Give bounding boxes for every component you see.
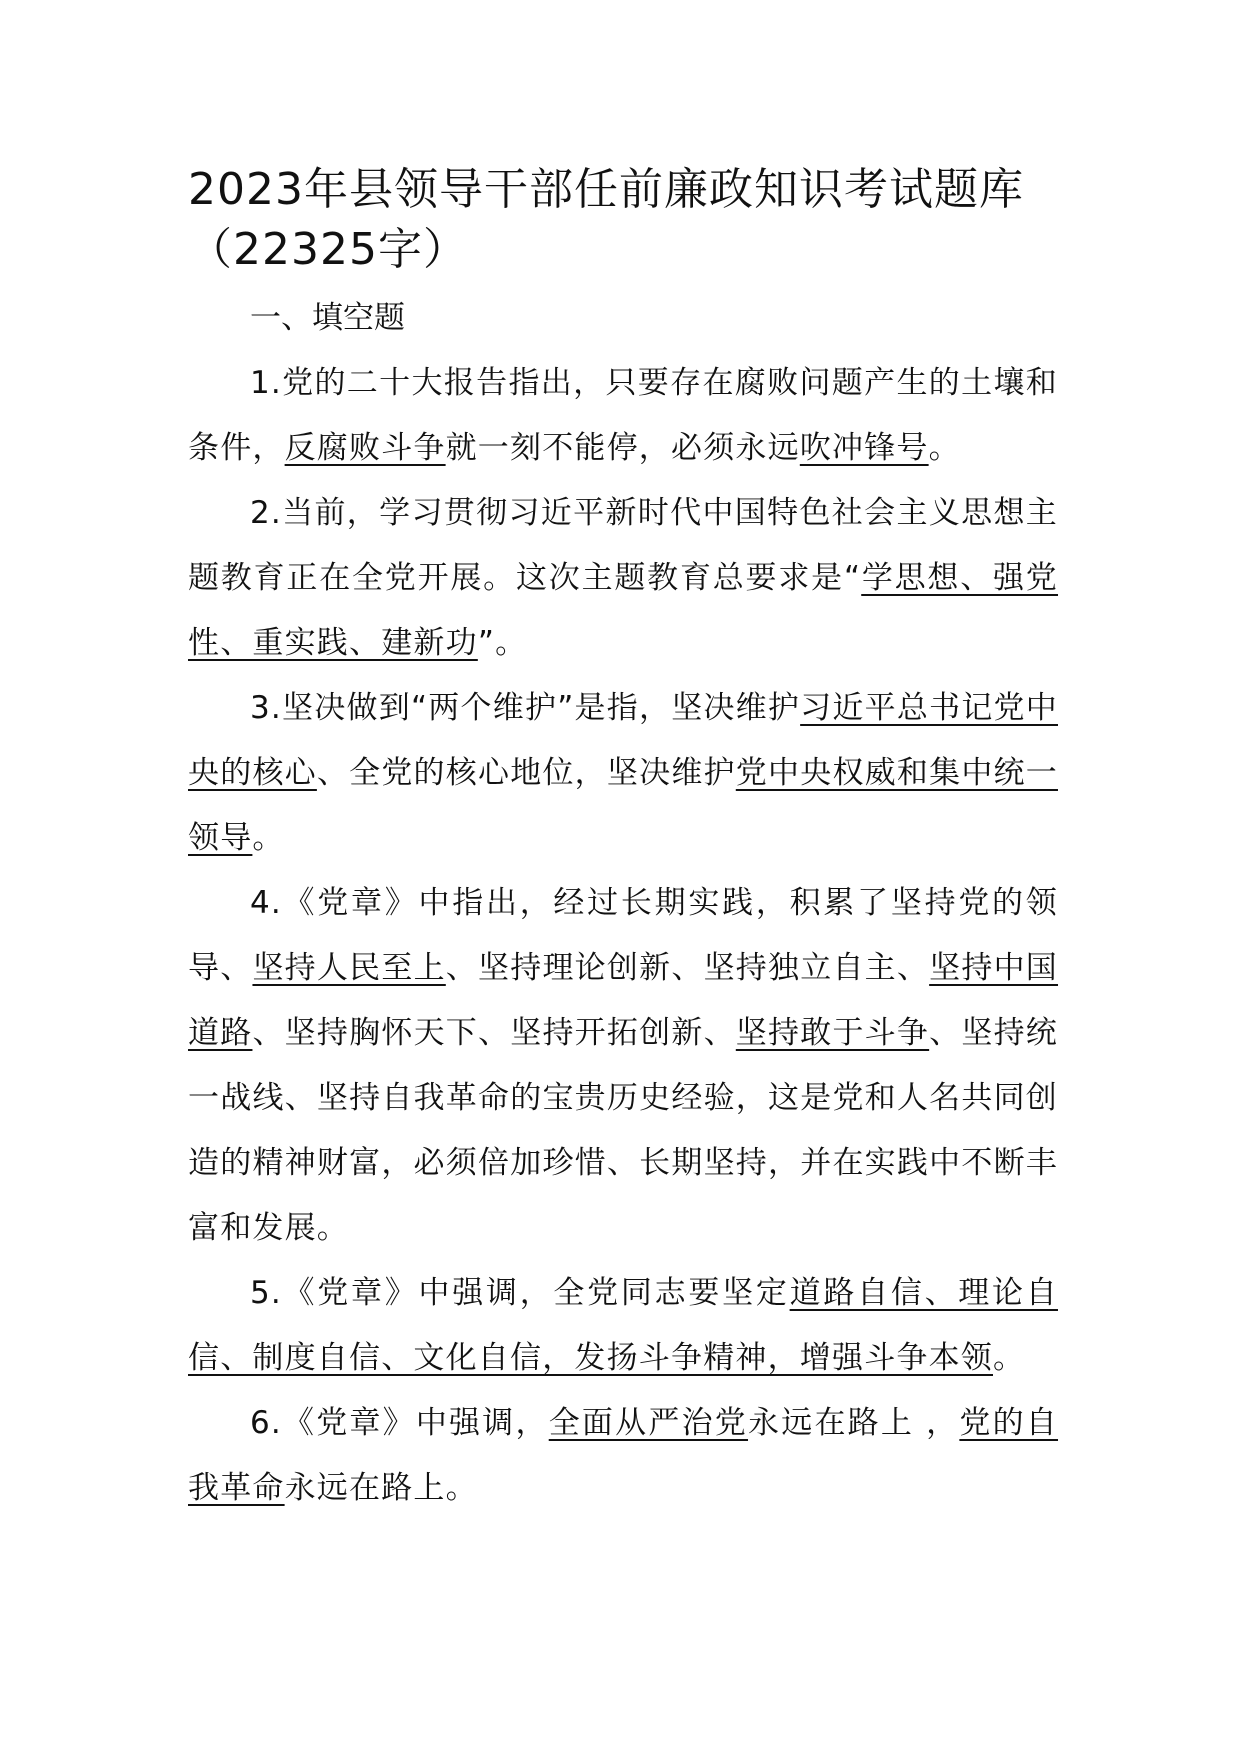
answer-blank: 学思想、强党性、重实践、建新功 [188,560,1059,661]
question-text: 1.党的二十大报告指出，只要存在腐败问题产生的土壤和条件， [188,365,1058,466]
answer-blank: 坚持中国道路 [188,950,1059,1051]
answer-blank: 反腐败斗争 [284,430,446,466]
question-4 [188,871,1058,1261]
answer-blank: 习近平总书记党中央的核心 [188,690,1058,791]
document-page [188,160,1058,1521]
question-text: 。 [993,1340,1026,1376]
question-text: 、坚持理论创新、坚持独立自主、 [445,950,930,986]
question-5 [188,1261,1058,1391]
question-text: 。 [928,430,961,466]
question-text: 。 [252,820,285,856]
title-line-1: 2023年县领导干部任前廉政知识考试题库 [188,164,1024,215]
question-text: ”。 [477,625,528,661]
answer-blank: 坚持敢于斗争 [735,1015,930,1051]
answer-blank: 坚持人民至上 [252,950,446,986]
question-2 [188,481,1058,676]
question-1 [188,351,1058,481]
answer-blank: 吹冲锋号 [799,430,929,466]
question-text: 6.《党章》中强调， [250,1405,549,1441]
section-heading: 一、填空题 [250,300,405,336]
document-title [188,160,1058,280]
question-text: 永远在路上 ， [748,1405,960,1441]
question-text: 2.当前，学习贯彻习近平新时代中国特色社会主义思想主题教育正在全党开展。这次主题教育总要求是“ [188,495,1058,596]
answer-blank: 党中央权威和集中统一领导 [188,755,1058,856]
title-line-2: （22325字） [188,224,468,275]
question-text: 5.《党章》中强调，全党同志要坚定 [250,1275,790,1311]
question-text: 4.《党章》中指出，经过长期实践，积累了坚持党的领导、 [188,885,1058,986]
question-text: 、全党的核心地位，坚决维护 [316,755,736,791]
question-text: 就一刻不能停，必须永远 [445,430,800,466]
question-text: 3.坚决做到“两个维护”是指，坚决维护 [250,690,801,726]
question-3 [188,676,1058,871]
answer-blank: 道路自信、理论自信、制度自信、文化自信，发扬斗争精神，增强斗争本领 [188,1275,1058,1376]
question-text: 永远在路上。 [284,1470,478,1506]
question-text: 、坚持胸怀天下、坚持开拓创新、 [252,1015,736,1051]
question-6 [188,1391,1058,1521]
answer-blank: 党的自我革命 [188,1405,1059,1506]
answer-blank: 全面从严治党 [548,1405,749,1441]
question-text: 、坚持统一战线、坚持自我革命的宝贵历史经验，这是党和人名共同创造的精神财富，必须倍加珍惜、长期坚持，并在实践中不断丰富和发展。 [188,1015,1059,1246]
document-body [188,286,1058,1521]
